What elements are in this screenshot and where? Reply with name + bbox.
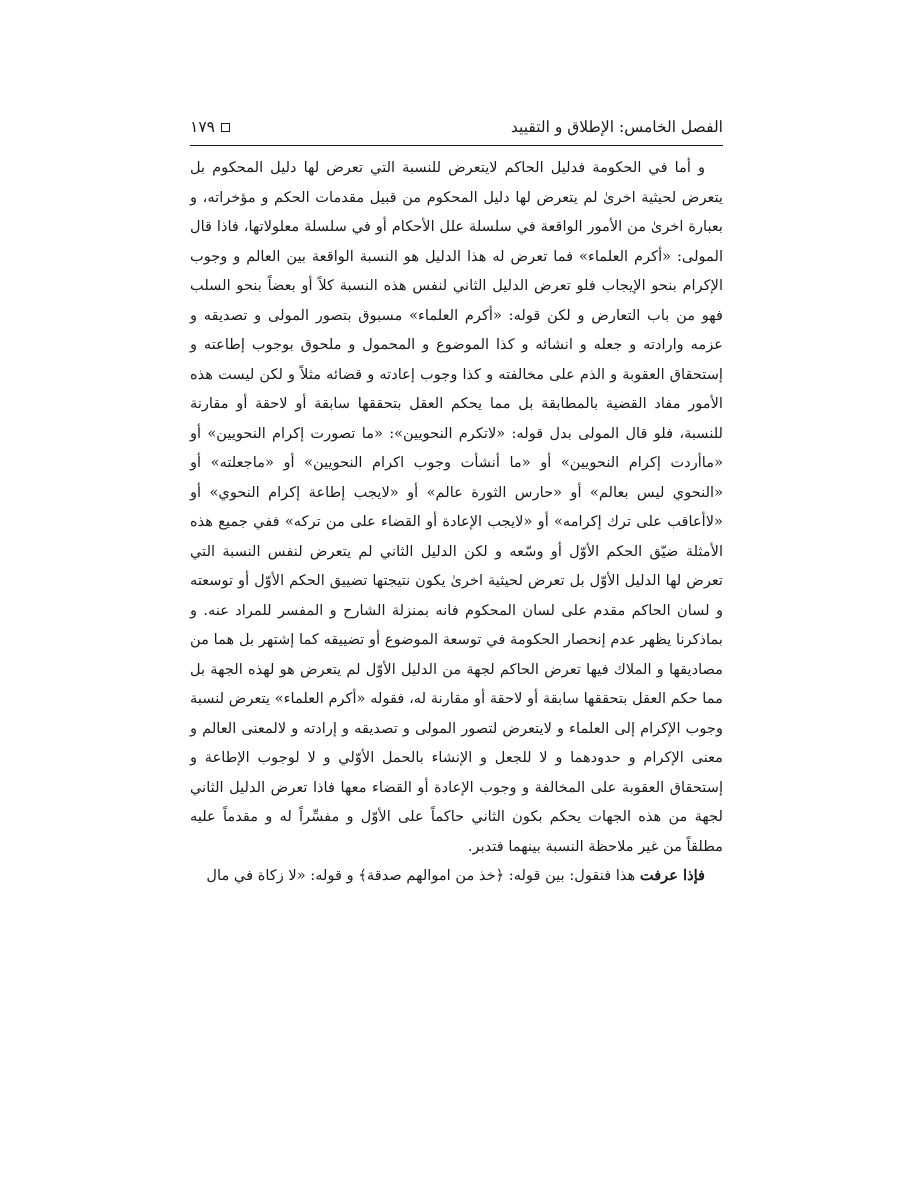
paragraph-2-text: هذا فنقول: بين قوله: ﴿خذ من اموالهم صدقة﴾ و قوله: «لا زكاة في مال: [206, 867, 640, 884]
paragraph-1: و أما في الحكومة فدليل الحاكم لايتعرض للنسبة التي تعرض لها دليل المحكوم بل يتعرض لحيثية اخرىٰ لم يتعرض لها دليل المحكوم من قبيل مقدمات الحكم و مؤخراته، و بعبارة اخرىٰ من الأمور الواقعة في سلسلة علل الأحكام أو في سلسلة معلولاتها، فاذا قال المولى: «أكرم العلماء» فما تعرض له هذا الدليل هو النسبة الواقعة بين العالم و وجوب الإكرام بنحو الإيجاب فلو تعرض الدليل الثاني لنفس هذه النسبة كلاً أو بعضاً بنحو السلب فهو من باب التعارض و لكن قوله: «أكرم العلماء» مسبوق بتصور المولى و تصديقه و عزمه وارادته و جعله و انشائه و كذا الموضوع و المحمول و ملحوق بوجوب إطاعته و إستحقاق العقوبة و الذم على مخالفته و كذا وجوب إعادته و قضائه مثلاً و لكن ليست هذه الأمور مفاد القضية بالمطابقة بل مما يحكم العقل بتحققها سابقة أو لاحقة أو مقارنة للنسبة، فلو قال المولى بدل قوله: «لاتكرم النحويين»: «ما تصورت إكرام النحويين» أو «ماأردت إكرام النحويين» أو «ما أنشأت وجوب اكرام النحويين» أو «ماجعلته» أو «النحوي ليس بعالم» أو «حارس الثورة عالم» أو «لايجب إطاعة إكرام النحوي» أو «لاأعاقب على ترك إكرامه» أو «لايجب الإعادة أو القضاء على من تركه» ففي جميع هذه الأمثلة ضيّق الحكم الأوّل أو وسّعه و لكن الدليل الثاني لم يتعرض لنفس النسبة التي تعرض لها الدليل الأوّل بل تعرض لحيثية اخرىٰ يكون نتيجتها تضييق الحكم الأوّل أو توسعته و لسان الحاكم مقدم على لسان المحكوم فانه بمنزلة الشارح و المفسر للمراد عنه. و بماذكرنا يظهر عدم إنحصار الحكومة في توسعة الموضوع أو تضييقه كما إشتهر بل هما من مصاديقها و الملاك فيها تعرض الحاكم لجهة من الدليل الأوّل لم يتعرض هو لهذه الجهة بل مما حكم العقل بتحققها سابقة أو لاحقة أو مقارنة له، فقوله «أكرم العلماء» يتعرض لنسبة وجوب الإكرام إلى العلماء و لايتعرض لتصور المولى و تصديقه و إرادته و لالمعنى العالم و معنى الإكرام و حدودهما و لا للجعل و الإنشاء بالحمل الأوّلي و لا لوجوب الإطاعة و إستحقاق العقوبة على المخالفة و وجوب الإعادة أو القضاء معها فاذا تعرض الدليل الثاني لجهة من هذه الجهات يحكم بكون الثاني حاكماً على الأوّل و مفسِّراً له و مقدماً عليه مطلقاً من غير ملاحظة النسبة بينهما فتدبر.: [190, 159, 723, 855]
header-rule: [190, 145, 723, 146]
page-number: ١٧٩: [190, 118, 215, 136]
body-text: [190, 153, 723, 891]
square-bullet-icon: [221, 123, 230, 132]
chapter-title: الفصل الخامس: الإطلاق و التقييد: [510, 118, 723, 136]
page-number-group: [190, 118, 230, 136]
paragraph-2: [190, 861, 723, 891]
page-header: [190, 112, 723, 142]
paragraph-2-lead: فإذا عرفت: [639, 867, 705, 884]
